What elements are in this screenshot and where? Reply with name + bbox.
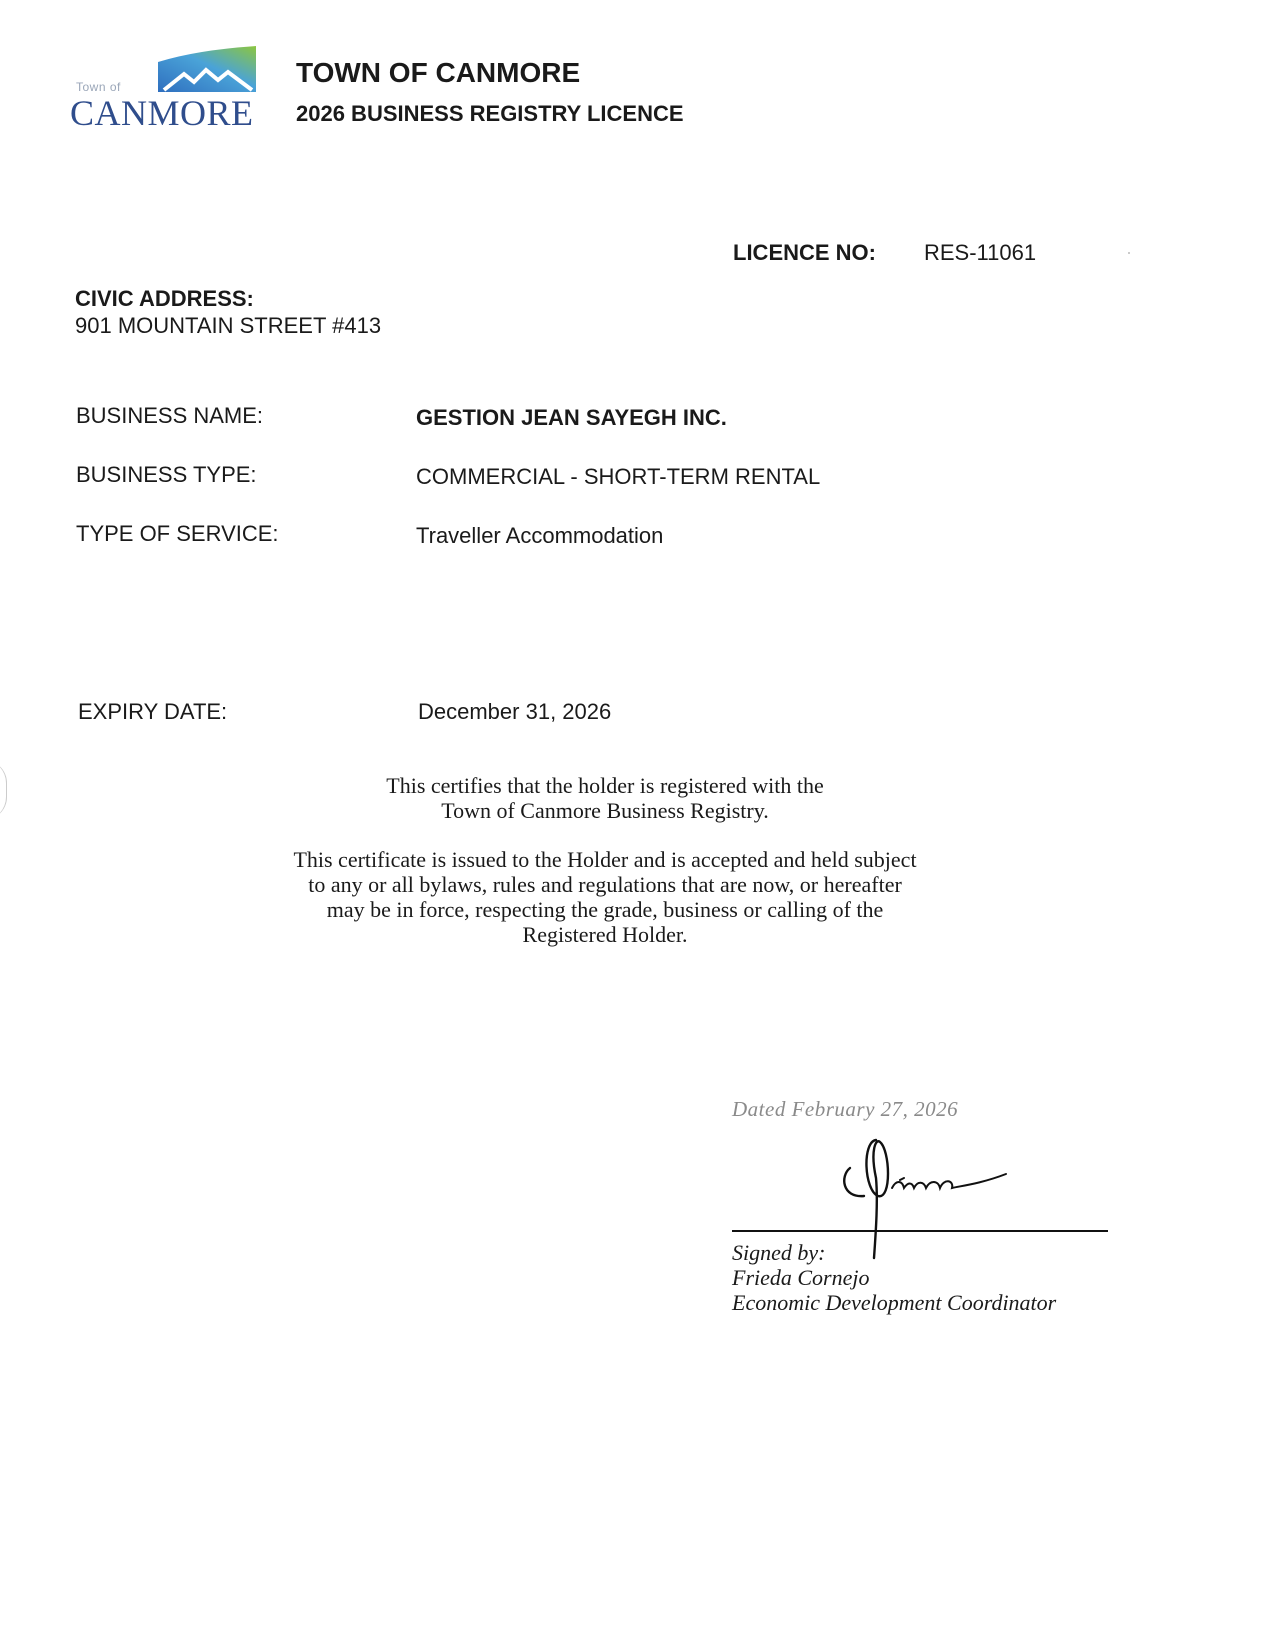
certification-line: This certifies that the holder is registered with the — [386, 773, 824, 798]
civic-address-label: CIVIC ADDRESS: — [75, 286, 254, 311]
signed-by-label: Signed by: — [732, 1240, 826, 1265]
business-name-label: BUSINESS NAME: — [76, 403, 264, 428]
business-name-value: GESTION JEAN SAYEGH INC. — [416, 405, 727, 430]
business-type-value: COMMERCIAL - SHORT-TERM RENTAL — [416, 464, 821, 489]
service-type-label: TYPE OF SERVICE: — [76, 521, 279, 546]
licence-number-value: RES-11061 — [924, 240, 1037, 265]
certificate-conditions — [250, 847, 960, 947]
signature-block — [732, 1240, 1056, 1315]
scan-speck — [1128, 252, 1130, 254]
certification-line: Town of Canmore Business Registry. — [441, 798, 769, 823]
expiry-date-value: December 31, 2026 — [418, 699, 612, 724]
civic-address-value: 901 MOUNTAIN STREET #413 — [75, 313, 382, 338]
signature-line — [732, 1230, 1108, 1232]
business-type-label: BUSINESS TYPE: — [76, 462, 257, 487]
page-subtitle: 2026 BUSINESS REGISTRY LICENCE — [296, 101, 684, 126]
service-type-value: Traveller Accommodation — [416, 523, 664, 548]
page-title: TOWN OF CANMORE — [296, 57, 581, 88]
signatory-title: Economic Development Coordinator — [732, 1290, 1057, 1315]
conditions-line: This certificate is issued to the Holder and is accepted and held subject — [293, 847, 917, 872]
scan-edge-mark — [0, 760, 7, 820]
dated-stamp: Dated February 27, 2026 — [732, 1097, 959, 1121]
conditions-line: Registered Holder. — [522, 922, 688, 947]
logo-town-of-text: Town of — [76, 80, 121, 94]
logo-wordmark: CANMORE — [70, 93, 254, 133]
expiry-date-label: EXPIRY DATE: — [78, 699, 228, 724]
signatory-name: Frieda Cornejo — [732, 1265, 870, 1290]
certification-statement — [250, 773, 960, 823]
conditions-line: to any or all bylaws, rules and regulations that are now, or hereafter — [308, 872, 902, 897]
mountain-logo-icon — [156, 46, 258, 94]
conditions-line: may be in force, respecting the grade, business or calling of the — [326, 897, 884, 922]
licence-number-label: LICENCE NO: — [733, 240, 876, 265]
canmore-logo — [68, 40, 268, 133]
